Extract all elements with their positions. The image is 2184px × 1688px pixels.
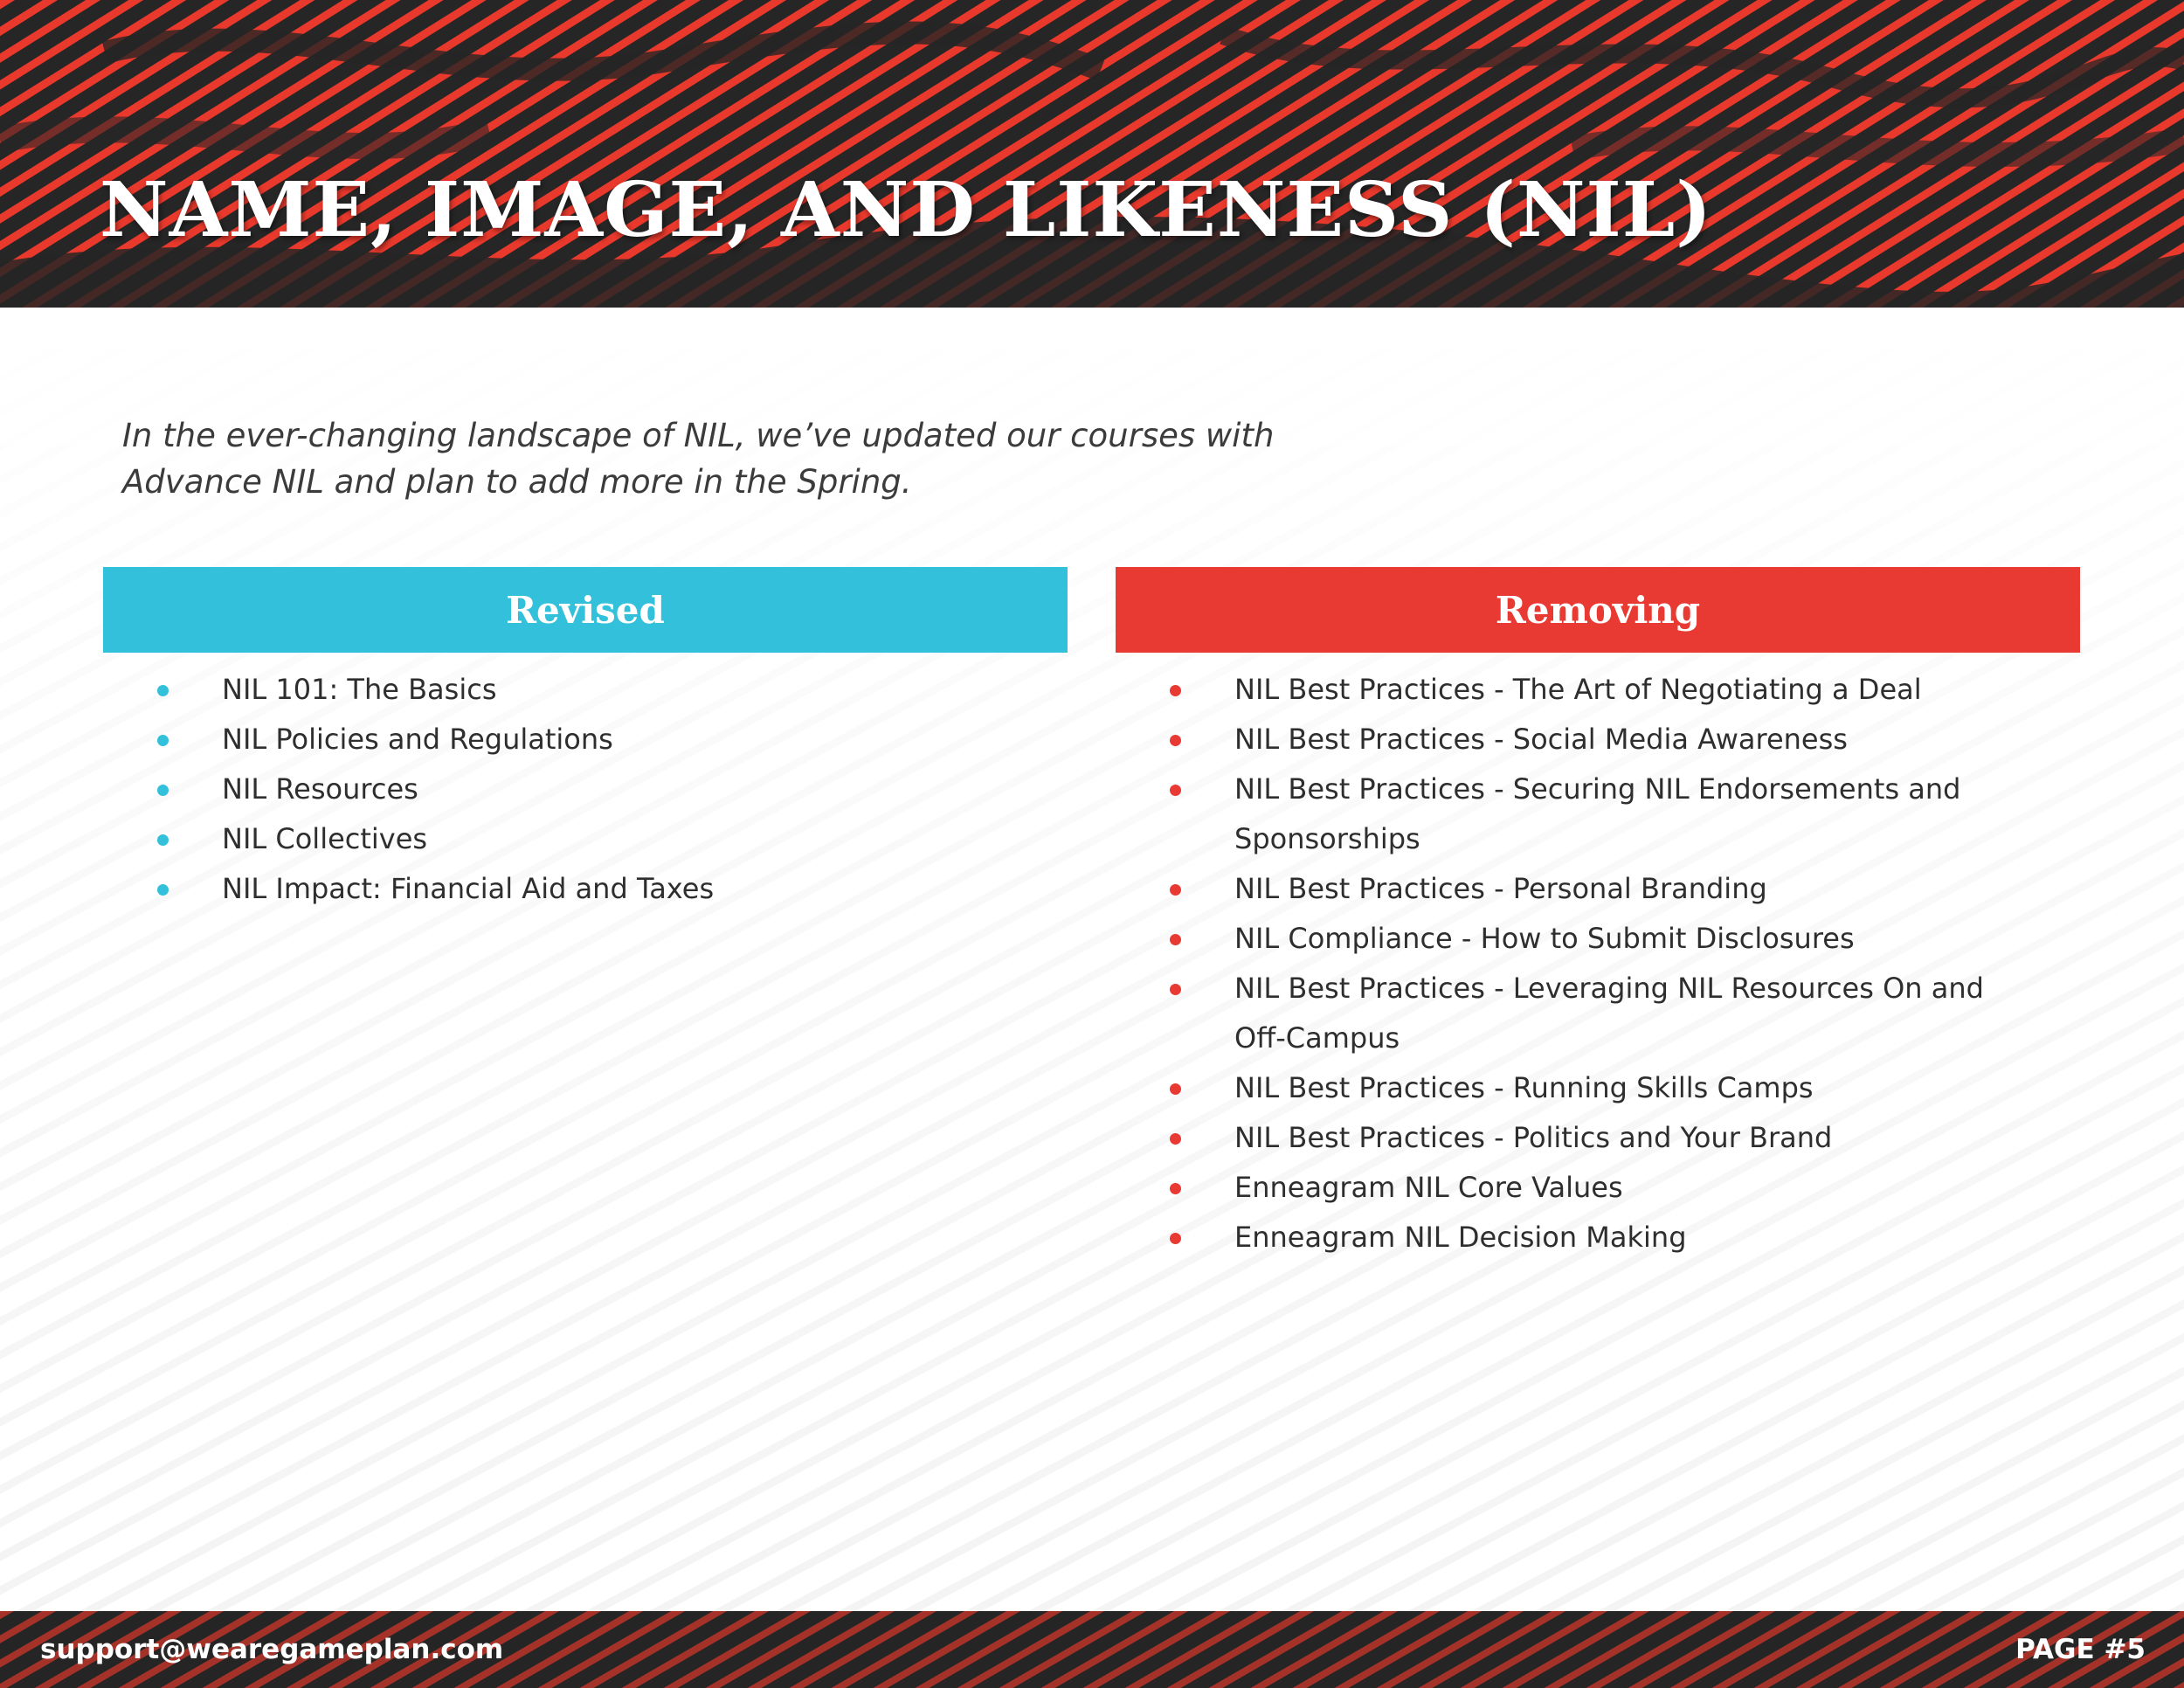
course-name: NIL Best Practices - Personal Branding [1234,872,1767,905]
removing-header [1116,567,2080,653]
list-item [1170,914,2043,964]
footer-banner [0,1611,2184,1688]
page-number: PAGE #5 [2015,1634,2146,1665]
course-name: NIL Best Practices - Securing NIL Endorsements and Sponsorships [1234,772,1961,855]
course-name: NIL Best Practices - Politics and Your Brand [1234,1121,1833,1154]
bullet-icon [1170,735,1181,746]
revised-header [103,567,1068,653]
revised-course-list [157,665,1031,914]
page-title: NAME, IMAGE, AND LIKENESS (NIL) [100,166,1712,254]
bullet-icon [157,735,169,746]
list-item [157,665,1031,715]
bullet-icon [157,785,169,796]
course-name: NIL Best Practices - The Art of Negotiating a Deal [1234,673,1922,706]
bullet-icon [157,685,169,696]
list-item [1170,864,2043,914]
bullet-icon [1170,1183,1181,1194]
course-name: NIL Best Practices - Leveraging NIL Resources On and Off-Campus [1234,972,1984,1055]
list-item [1170,1213,2043,1263]
course-name: Enneagram NIL Decision Making [1234,1221,1687,1254]
removing-course-list [1170,665,2043,1263]
support-email-link[interactable]: support@wearegameplan.com [40,1634,504,1665]
list-item [157,715,1031,764]
course-name: NIL Resources [222,772,418,806]
list-item [157,814,1031,864]
course-name: NIL 101: The Basics [222,673,497,706]
list-item [1170,1163,2043,1213]
revised-heading-label: Revised [506,588,665,632]
bullet-icon [1170,685,1181,696]
header-banner [0,0,2184,308]
bullet-icon [157,834,169,846]
list-item [1170,964,2043,1063]
bullet-icon [1170,785,1181,796]
course-name: NIL Impact: Financial Aid and Taxes [222,872,715,905]
list-item [1170,715,2043,764]
list-item [1170,1063,2043,1113]
list-item [157,764,1031,814]
course-name: NIL Policies and Regulations [222,723,613,756]
list-item [1170,665,2043,715]
removing-heading-label: Removing [1495,588,1701,632]
bullet-icon [1170,1133,1181,1145]
bullet-icon [157,884,169,896]
list-item [1170,764,2043,864]
course-name: NIL Best Practices - Social Media Awareness [1234,723,1848,756]
course-name: NIL Compliance - How to Submit Disclosures [1234,922,1855,955]
intro-text: In the ever-changing landscape of NIL, we’ve updated our courses with Advance NIL and plan to add more in the Spring. [122,417,1275,501]
list-item [1170,1113,2043,1163]
course-name: NIL Collectives [222,822,428,855]
bullet-icon [1170,934,1181,945]
header-texture [0,0,2184,308]
course-name: Enneagram NIL Core Values [1234,1171,1623,1204]
course-name: NIL Best Practices - Running Skills Camps [1234,1071,1814,1104]
bullet-icon [1170,984,1181,995]
bullet-icon [1170,884,1181,896]
bullet-icon [1170,1233,1181,1244]
list-item [157,864,1031,914]
bullet-icon [1170,1083,1181,1095]
